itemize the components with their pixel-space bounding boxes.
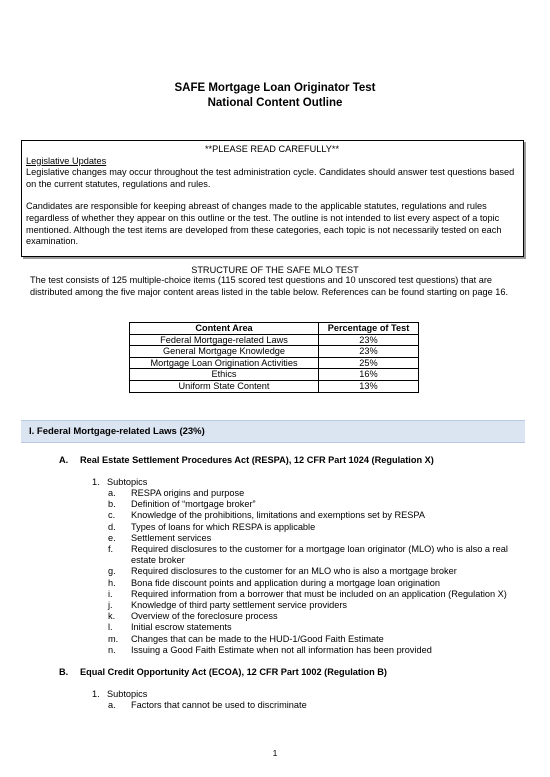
subsection-a-title: Real Estate Settlement Procedures Act (RESPA), 12 CFR Part 1024 (Regulation X): [80, 455, 434, 465]
list-item-text: RESPA origins and purpose: [131, 488, 245, 498]
list-item: [108, 634, 513, 645]
subtopics-b-label: Subtopics: [107, 689, 148, 699]
list-item: [108, 700, 513, 711]
notice-paragraph-2: Candidates are responsible for keeping abreast of changes made to the applicable statutes, regulations and rules regardless of whether they appear on this outline or the test. The outline is not intended to list every aspect of a topic mentioned. Although the test items are developed from these categories, each topic is not necessarily tested on each examination.: [26, 201, 502, 247]
list-item: [108, 488, 513, 499]
table-row: [130, 357, 419, 369]
table-header-row: [130, 323, 419, 335]
list-item: [108, 600, 513, 611]
list-item-letter: m.: [108, 633, 119, 644]
table-cell: 23%: [319, 334, 419, 346]
document-subtitle: National Content Outline: [207, 97, 343, 109]
list-item-letter: d.: [108, 521, 116, 532]
notice-paragraph-1: Legislative changes may occur throughout the test administration cycle. Candidates should answer test questions based on the current statutes, regulations and rules.: [26, 167, 515, 189]
list-item: [108, 589, 513, 600]
table-cell: Ethics: [130, 369, 319, 381]
list-item: [108, 544, 513, 566]
list-item: [108, 533, 513, 544]
subtopics-b-number: 1.: [92, 689, 100, 699]
subsection-a-heading: [59, 454, 434, 466]
table-cell: Federal Mortgage-related Laws: [130, 334, 319, 346]
list-item-letter: i.: [108, 588, 113, 599]
list-item-text: Settlement services: [131, 532, 212, 543]
list-item-text: Issuing a Good Faith Estimate when not all information has been provided: [131, 644, 432, 655]
table-row: [130, 346, 419, 358]
list-item-text: Factors that cannot be used to discriminate: [131, 700, 307, 710]
content-area-table: [129, 322, 419, 393]
structure-title: STRUCTURE OF THE SAFE MLO TEST: [191, 265, 359, 275]
list-item-letter: l.: [108, 622, 113, 633]
structure-body: The test consists of 125 multiple-choice items (115 scored test questions and 10 unscored test questions) that are distributed among the five major content areas listed in the table below. References can be found starting on page 16.: [30, 275, 509, 297]
list-item-text: Initial escrow statements: [131, 622, 232, 633]
list-item-letter: k.: [108, 611, 116, 622]
table-cell: 13%: [319, 380, 419, 392]
list-item: [108, 510, 513, 521]
list-item-text: Overview of the foreclosure process: [131, 611, 278, 622]
list-item-text: Changes that can be made to the HUD-1/Good Faith Estimate: [131, 633, 384, 644]
subsection-a-letter: A.: [59, 455, 69, 465]
table-cell: Mortgage Loan Origination Activities: [130, 357, 319, 369]
subtopic-list-b: [108, 700, 513, 711]
list-item-text: Required disclosures to the customer for a mortgage loan originator (MLO) who is also a real estate broker: [131, 544, 508, 566]
list-item-letter: h.: [108, 577, 116, 588]
notice-heading: **PLEASE READ CAREFULLY**: [204, 144, 340, 154]
list-item: [108, 499, 513, 510]
list-item-text: Knowledge of third party settlement service providers: [131, 600, 348, 611]
list-item-letter: f.: [108, 544, 114, 555]
table-row: [130, 334, 419, 346]
notice-box: [21, 140, 524, 257]
table-cell: 16%: [319, 369, 419, 381]
subsection-b-title: Equal Credit Opportunity Act (ECOA), 12 CFR Part 1002 (Regulation B): [80, 667, 387, 677]
list-item-letter: n.: [108, 644, 116, 655]
document-title: SAFE Mortgage Loan Originator Test: [174, 82, 376, 94]
list-item-text: Required information from a borrower that must be included on an application (Regulation X): [131, 588, 507, 599]
list-item: [108, 566, 513, 577]
list-item-letter: c.: [108, 510, 116, 521]
notice-spacer: [26, 190, 518, 201]
table-cell: Uniform State Content: [130, 380, 319, 392]
list-item-letter: e.: [108, 532, 116, 543]
list-item-letter: b.: [108, 499, 116, 510]
page-number: 1: [272, 748, 278, 758]
table-row: [130, 380, 419, 392]
subtopics-a-number: 1.: [92, 477, 100, 487]
subtopics-a-heading: [92, 476, 147, 488]
table-header: Content Area: [130, 323, 319, 335]
list-item-text: Bona fide discount points and application during a mortgage loan origination: [131, 577, 441, 588]
list-item-text: Required disclosures to the customer for an MLO who is also a mortgage broker: [131, 566, 457, 577]
list-item: [108, 622, 513, 633]
subsection-b-letter: B.: [59, 667, 69, 677]
list-item: [108, 611, 513, 622]
list-item-letter: a.: [108, 488, 116, 498]
notice-subheading: Legislative Updates: [26, 155, 107, 166]
table-header: Percentage of Test: [319, 323, 419, 335]
list-item-text: Knowledge of the prohibitions, limitations and exemptions set by RESPA: [131, 510, 425, 521]
subtopic-list-a: [108, 488, 513, 656]
list-item: [108, 645, 513, 656]
list-item-letter: a.: [108, 700, 116, 710]
table-cell: General Mortgage Knowledge: [130, 346, 319, 358]
section-heading: I. Federal Mortgage-related Laws (23%): [21, 420, 525, 443]
list-item: [108, 578, 513, 589]
table-cell: 23%: [319, 346, 419, 358]
table-cell: 25%: [319, 357, 419, 369]
subtopics-a-label: Subtopics: [107, 477, 148, 487]
list-item-text: Definition of “mortgage broker”: [131, 499, 256, 510]
subsection-b-heading: [59, 666, 387, 678]
table-row: [130, 369, 419, 381]
list-item: [108, 522, 513, 533]
list-item-letter: j.: [108, 600, 113, 611]
list-item-letter: g.: [108, 566, 116, 577]
subtopics-b-heading: [92, 688, 147, 700]
list-item-text: Types of loans for which RESPA is applicable: [131, 521, 316, 532]
